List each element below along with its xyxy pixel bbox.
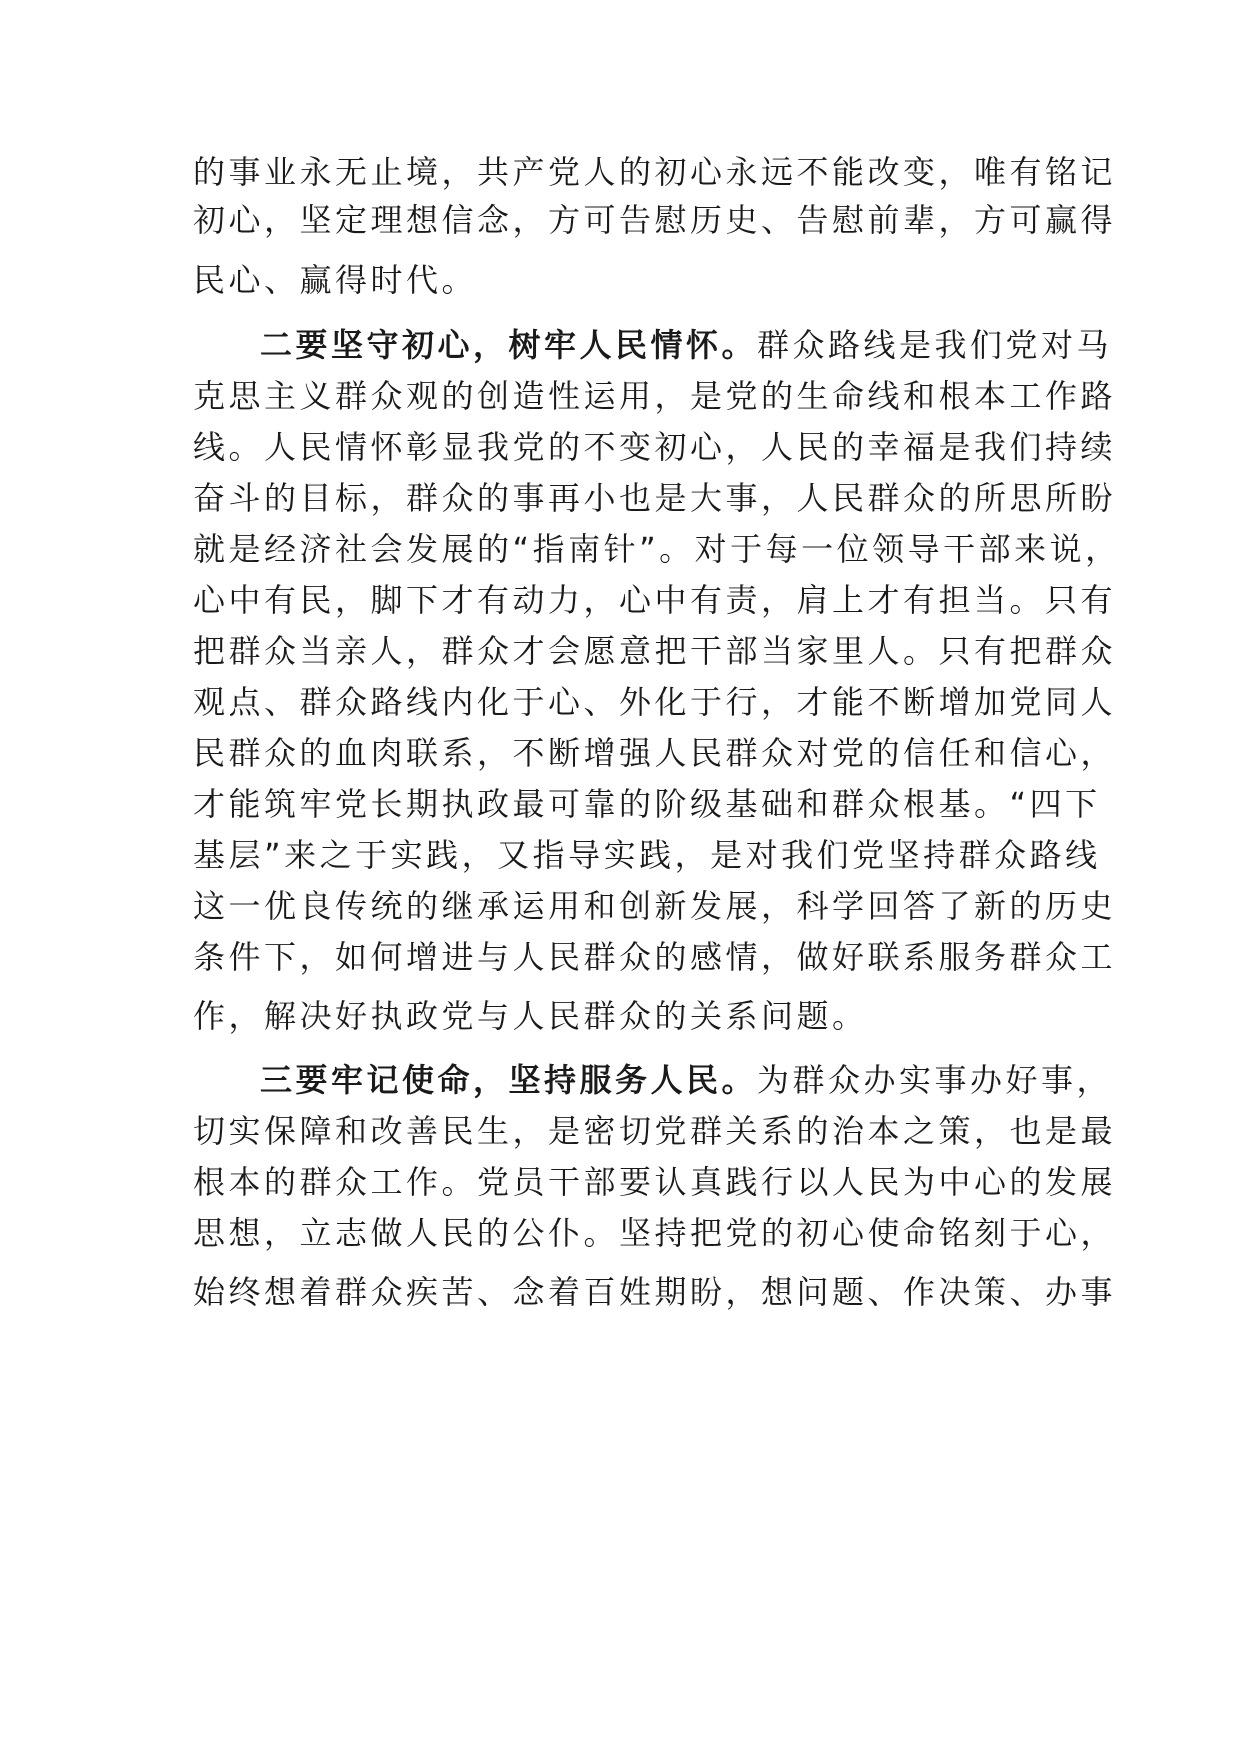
paragraph-2-line-8: 观点、群众路线内化于心、外化于行，才能不断增加党同人 [193,683,1117,721]
paragraph-2-line-2: 克思主义群众观的创造性运用，是党的生命线和根本工作路 [193,377,1117,415]
paragraph-2-line-7: 把群众当亲人，群众才会愿意把干部当家里人。只有把群众 [193,632,1117,670]
paragraph-2-heading: 二要坚守初心，树牢人民情怀。 [260,326,758,364]
paragraph-3-line-1 [260,1058,1113,1102]
paragraph-1-line-1: 的事业永无止境，共产党人的初心永远不能改变，唯有铭记 [193,153,1117,191]
paragraph-2-line-9: 民群众的血肉联系，不断增强人民群众对党的信任和信心， [193,734,1117,772]
paragraph-1-line-3: 民心、赢得时代。 [193,261,478,299]
paragraph-2-line-12: 这一优良传统的继承运用和创新发展，科学回答了新的历史 [193,887,1117,925]
paragraph-3-line-4: 思想，立志做人民的公仆。坚持把党的初心使命铭刻于心， [193,1214,1117,1252]
paragraph-2-line-5: 就是经济社会发展的“指南针”。对于每一位领导干部来说， [193,530,1121,568]
paragraph-3-line-5: 始终想着群众疾苦、念着百姓期盼，想问题、作决策、办事 [193,1273,1117,1311]
paragraph-3-line-2: 切实保障和改善民生，是密切党群关系的治本之策，也是最 [193,1112,1117,1150]
paragraph-2-line-14: 作，解决好执政党与人民群众的关系问题。 [193,997,868,1035]
paragraph-3-line-3: 根本的群众工作。党员干部要认真践行以人民为中心的发展 [193,1163,1117,1201]
paragraph-2-line-3: 线。人民情怀彰显我党的不变初心，人民的幸福是我们持续 [193,428,1117,466]
paragraph-2-lead-text: 群众路线是我们党对马 [757,326,1113,364]
paragraph-2-line-11: 基层”来之于实践，又指导实践，是对我们党坚持群众路线 [193,836,1101,874]
paragraph-3-lead-text: 为群众办实事办好事， [757,1061,1113,1099]
paragraph-2-line-6: 心中有民，脚下才有动力，心中有责，肩上才有担当。只有 [193,581,1117,619]
paragraph-1-line-2: 初心，坚定理想信念，方可告慰历史、告慰前辈，方可赢得 [193,201,1117,239]
paragraph-2-line-13: 条件下，如何增进与人民群众的感情，做好联系服务群众工 [193,938,1117,976]
paragraph-2-line-10: 才能筑牢党长期执政最可靠的阶级基础和群众根基。“四下 [193,785,1101,823]
paragraph-2-line-1 [260,323,1113,367]
paragraph-2-line-4: 奋斗的目标，群众的事再小也是大事，人民群众的所思所盼 [193,479,1117,517]
paragraph-3-heading: 三要牢记使命，坚持服务人民。 [260,1061,758,1099]
